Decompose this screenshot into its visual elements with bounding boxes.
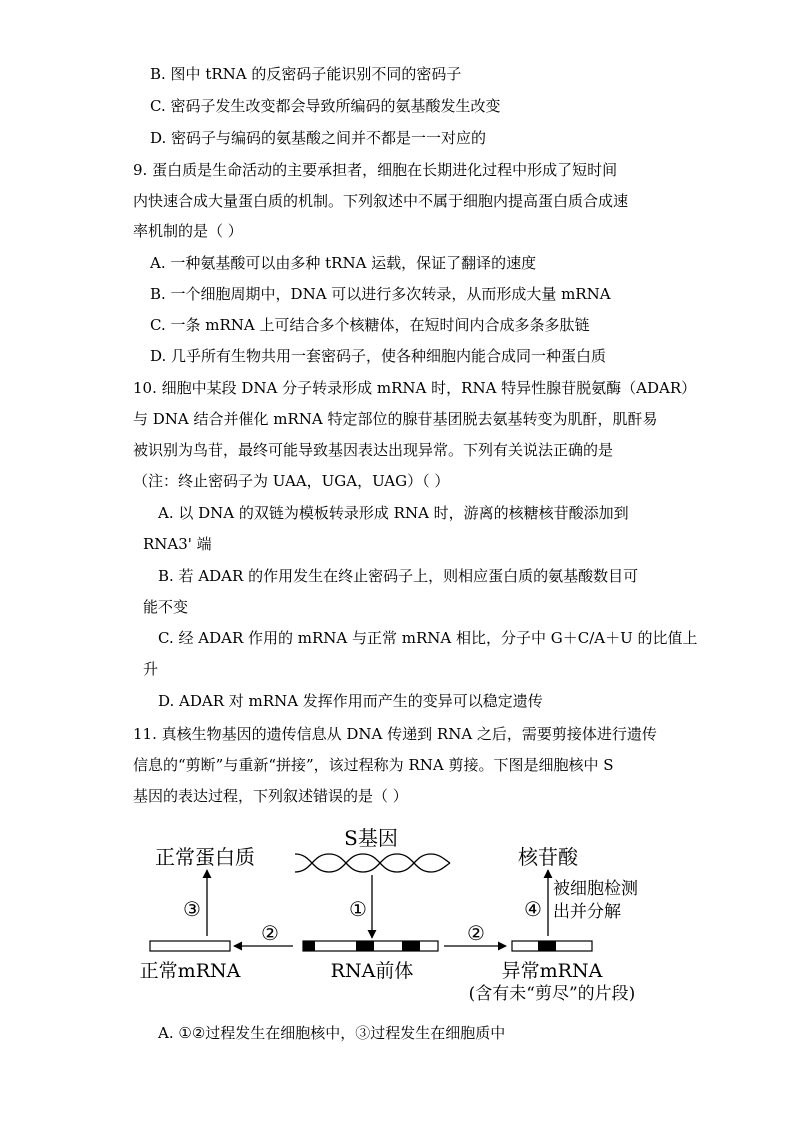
q9-option-a: A. 一种氨基酸可以由多种 tRNA 运载，保证了翻译的速度 [150,254,537,272]
rna-precursor-bar [303,941,438,951]
q9-stem-line2: 内快速合成大量蛋白质的机制。下列叙述中不属于细胞内提高蛋白质合成速 [133,192,629,210]
q9-option-d: D. 几乎所有生物共用一套密码子，使各种细胞内能合成同一种蛋白质 [150,347,607,365]
q10-stem-line3: 被识别为鸟苷，最终可能导致基因表达出现异常。下列有关说法正确的是 [133,441,614,459]
detect-label-line2: 出并分解 [553,902,621,922]
q11-option-a: A. ①②过程发生在细胞核中，③过程发生在细胞质中 [158,1024,506,1042]
q8-option-b: B. 图中 tRNA 的反密码子能识别不同的密码子 [150,65,462,83]
s-gene-label: S基因 [344,826,398,850]
q10-option-b-line1: B. 若 ADAR 的作用发生在终止密码子上，则相应蛋白质的氨基酸数目可 [158,567,639,585]
dna-double-helix [295,854,450,872]
q10-option-c-line2: 升 [143,660,159,678]
q10-option-a-line2: RNA3' 端 [143,535,212,553]
q8-option-d: D. 密码子与编码的氨基酸之间并不都是一一对应的 [150,129,487,147]
detect-label-line1: 被细胞检测 [553,879,638,899]
q10-option-b-line2: 能不变 [143,598,189,616]
q10-option-c-line1: C. 经 ADAR 作用的 mRNA 与正常 mRNA 相比，分子中 G＋C/A＋U 的比值上 [158,629,698,647]
q8-option-c: C. 密码子发生改变都会导致所编码的氨基酸发生改变 [150,97,501,115]
gene-expression-diagram [140,820,680,1010]
nucleotide-label: 核苷酸 [518,845,578,869]
q11-stem-line1: 11. 真核生物基因的遗传信息从 DNA 传递到 RNA 之后，需要剪接体进行遗传 [133,725,657,743]
step2-right-label: ② [467,921,485,945]
abnormal-mrna-label: 异常mRNA [501,960,603,982]
step2-left-label: ② [261,921,279,945]
q9-option-c: C. 一条 mRNA 上可结合多个核糖体，在短时间内合成多条多肽链 [150,316,590,334]
q11-stem-line3: 基因的表达过程，下列叙述错误的是（ ） [133,787,408,805]
q9-stem-line1: 9. 蛋白质是生命活动的主要承担者，细胞在长期进化过程中形成了短时间 [133,161,618,179]
abnormal-mrna-bar [512,941,592,951]
step4-label: ④ [524,897,542,921]
q10-stem-line1: 10. 细胞中某段 DNA 分子转录形成 mRNA 时，RNA 特异性腺苷脱氨酶（ADAR） [133,379,697,397]
q11-stem-line2: 信息的“剪断”与重新“拼接”，该过程称为 RNA 剪接。下图是细胞核中 S [133,756,614,774]
normal-mrna-bar [150,941,230,951]
q9-option-b: B. 一个细胞周期中，DNA 可以进行多次转录，从而形成大量 mRNA [150,285,611,303]
rna-precursor-label: RNA前体 [330,960,414,982]
q9-stem-line3: 率机制的是（ ） [133,222,243,240]
q10-stem-line2: 与 DNA 结合并催化 mRNA 特定部位的腺苷基团脱去氨基转变为肌酐，肌酐易 [133,410,658,428]
step1-label: ① [349,897,367,921]
normal-protein-label: 正常蛋白质 [155,845,255,869]
normal-mrna-label: 正常mRNA [140,960,241,982]
q10-option-a-line1: A. 以 DNA 的双链为模板转录形成 RNA 时，游离的核糖核苷酸添加到 [158,504,629,522]
q10-option-d: D. ADAR 对 mRNA 发挥作用而产生的变异可以稳定遗传 [158,692,543,710]
abnormal-mrna-note: (含有未“剪尽”的片段) [468,984,636,1004]
q10-stem-line4: （注：终止密码子为 UAA，UGA，UAG）（ ） [133,472,450,490]
step3-label: ③ [183,897,201,921]
